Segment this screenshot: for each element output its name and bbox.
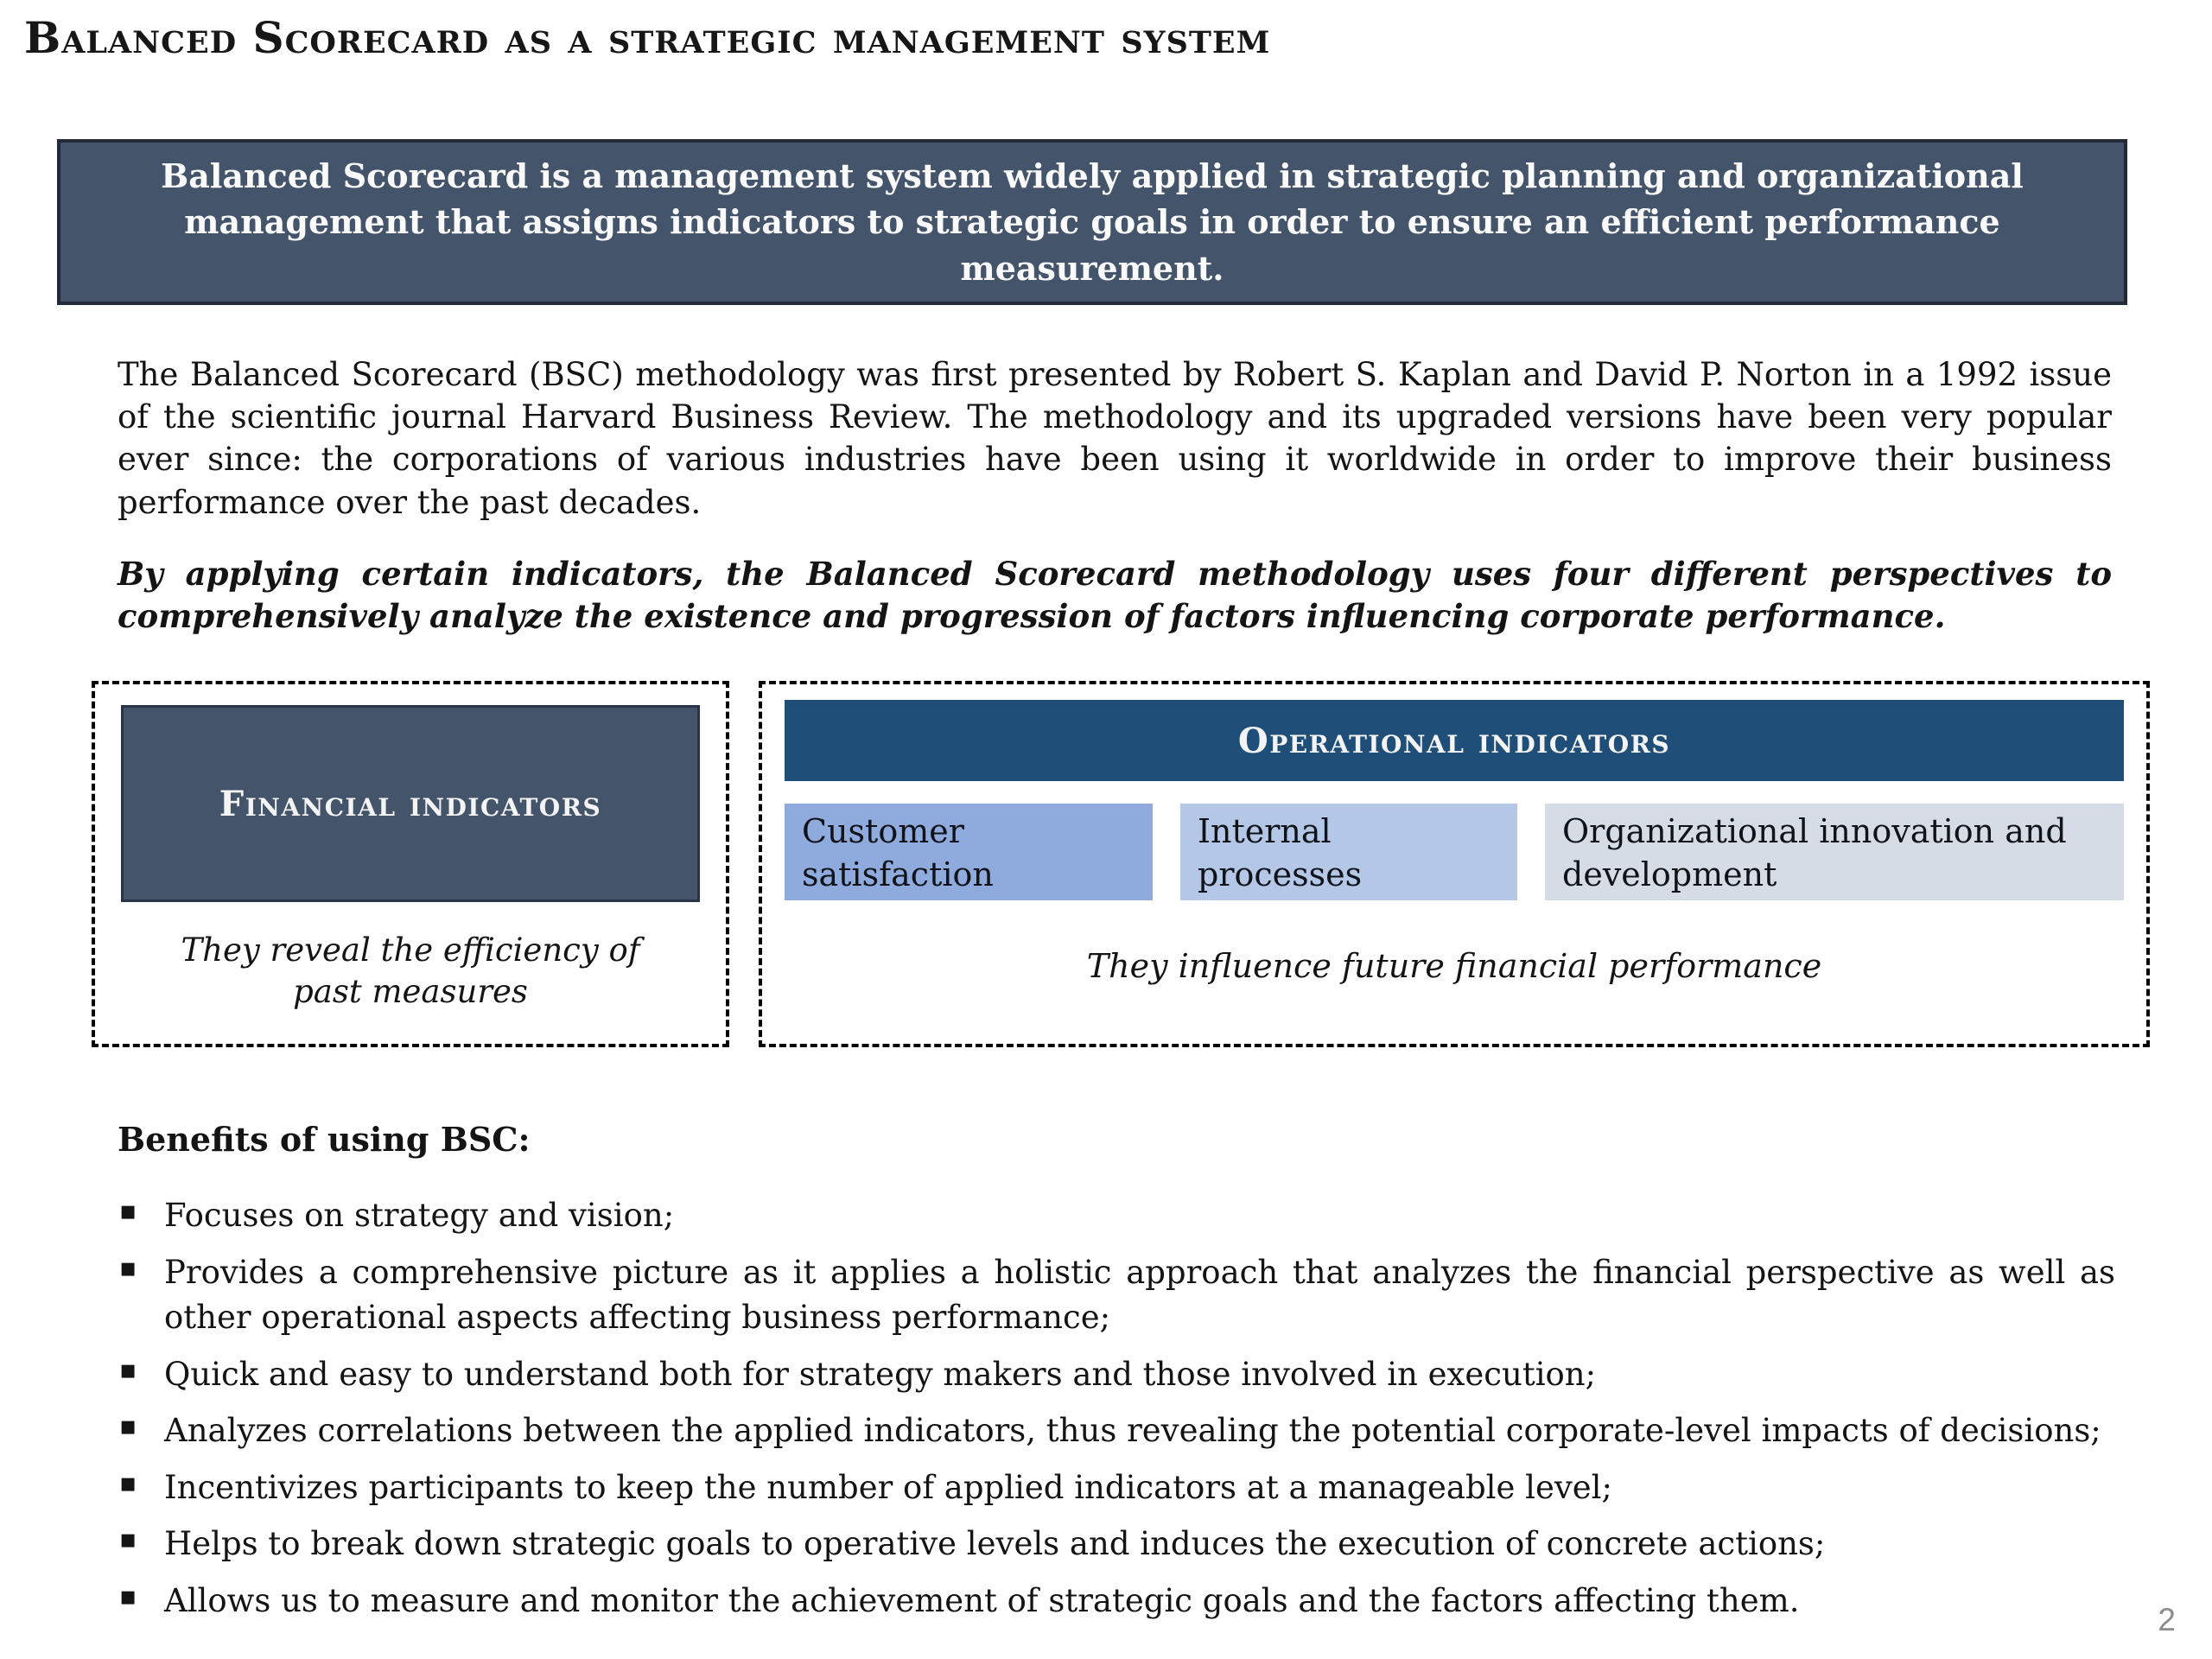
operational-indicators-row xyxy=(785,804,2124,900)
operational-indicators-caption: They influence future financial performance xyxy=(1086,947,1822,986)
benefits-heading: Benefits of using BSC: xyxy=(118,1120,531,1160)
financial-indicators-group xyxy=(92,681,729,1047)
operational-indicators-group xyxy=(759,681,2150,1047)
benefit-item: ▪ Analyzes correlations between the applied indicators, thus revealing the potential corporate-level impacts of decisions; xyxy=(118,1408,2115,1454)
benefit-item: ▪ Helps to break down strategic goals to operative levels and induces the execution of concrete actions; xyxy=(118,1522,2115,1567)
statement-text: Balanced Scorecard is a management system widely applied in strategic planning and organizational management that assigns indicators to strategic goals in order to ensure an efficient performance measurement. xyxy=(161,156,2024,288)
statement-banner xyxy=(57,139,2127,305)
page-title: Balanced Scorecard as a strategic management system xyxy=(24,12,1271,63)
financial-indicators-box xyxy=(121,705,700,902)
financial-indicators-title: Financial indicators xyxy=(219,783,602,824)
benefits-list xyxy=(118,1193,2115,1624)
operational-indicators-header xyxy=(785,700,2124,781)
financial-indicators-caption: They reveal the efficiency of past measures xyxy=(181,931,640,1011)
operational-indicators-title: Operational indicators xyxy=(1237,720,1671,761)
intro-paragraph: The Balanced Scorecard (BSC) methodology was first presented by Robert S. Kaplan and David P. Norton in a 1992 issue of the scientific journal Harvard Business Review. The methodology and its upgraded versions have been very popular ever since: the corporations of various industries have been using it worldwide in order to improve their business performance over the past decades. xyxy=(118,356,2112,521)
benefit-item: ▪ Focuses on strategy and vision; xyxy=(118,1193,2115,1239)
customer-satisfaction-box: Customer satisfaction xyxy=(785,804,1153,900)
benefit-item: ▪ Provides a comprehensive picture as it applies a holistic approach that analyzes the financial perspective as well as other operational aspects affecting business performance; xyxy=(118,1250,2115,1341)
indicators-diagram xyxy=(92,681,2150,1047)
benefit-item: ▪ Incentivizes participants to keep the number of applied indicators at a manageable level; xyxy=(118,1465,2115,1511)
internal-processes-box: Internal processes xyxy=(1180,804,1517,900)
benefit-item: ▪ Allows us to measure and monitor the achievement of strategic goals and the factors affecting them. xyxy=(118,1579,2115,1624)
organizational-innovation-box: Organizational innovation and development xyxy=(1545,804,2124,900)
benefit-item: ▪ Quick and easy to understand both for strategy makers and those involved in execution; xyxy=(118,1352,2115,1398)
emphasis-paragraph: By applying certain indicators, the Balanced Scorecard methodology uses four different perspectives to comprehensively analyze the existence and progression of factors influencing corporate performance. xyxy=(118,554,2112,636)
page-number: 2 xyxy=(2158,1602,2176,1637)
